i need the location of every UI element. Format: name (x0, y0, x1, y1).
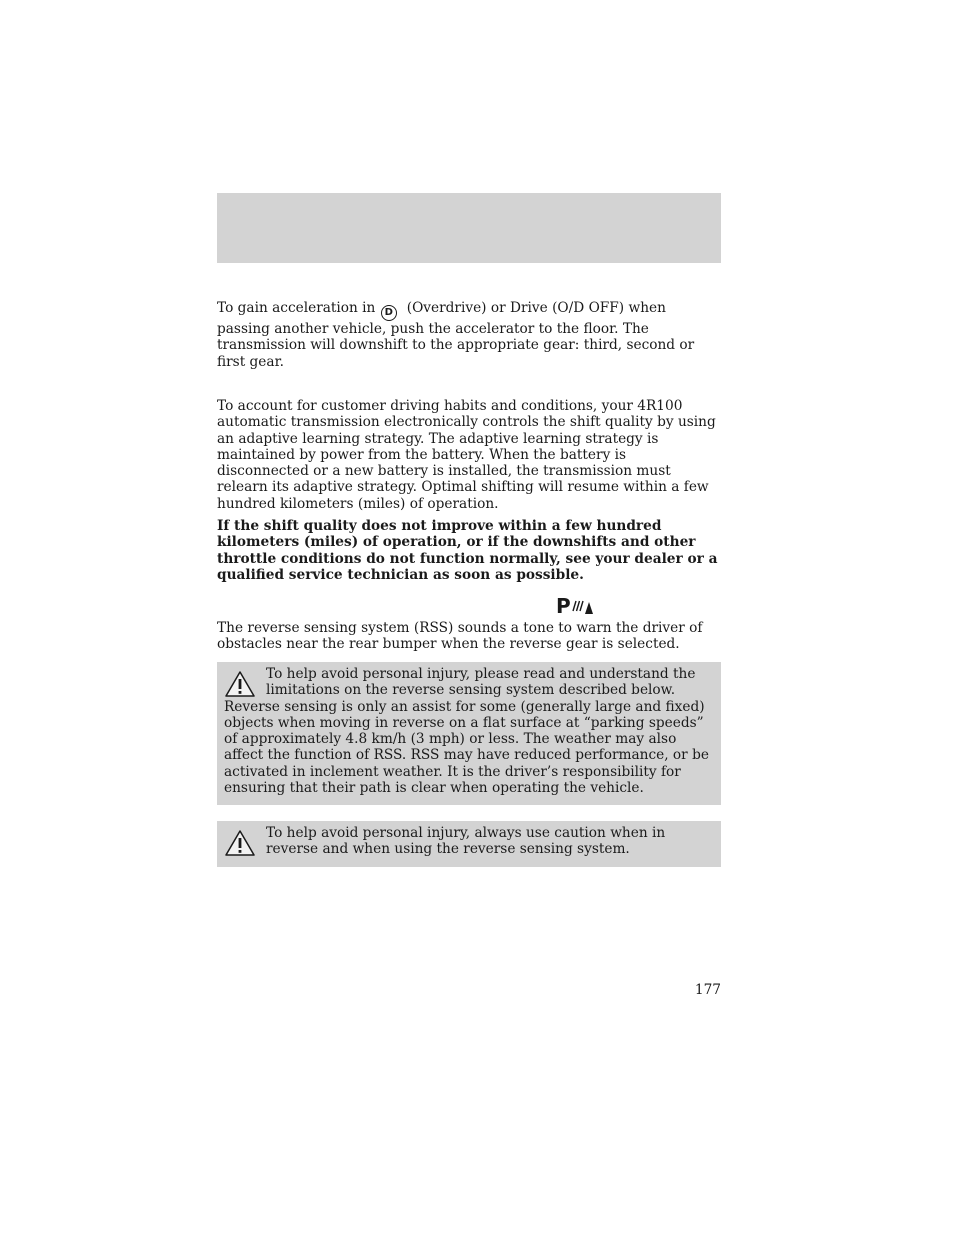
overdrive-d-circle-icon: D (381, 305, 397, 321)
passing-text-after: (Overdrive) or Drive (O/D OFF) when passing another vehicle, push the accelerator to the floor. The transmission will downshift to the appropriate gear: third, second or first gear. (217, 300, 695, 370)
passing-text-before: To gain acceleration in (217, 300, 376, 316)
warning-triangle-icon (224, 670, 256, 698)
shift-quality-notice: If the shift quality does not improve within a few hundred kilometers (miles) of operation, or if the downshifts and other throttle conditions do not function normally, see your dealer or a qualified service technician as soon as possible. (217, 518, 718, 583)
warning-box-rss-limitations (217, 662, 721, 805)
warning-triangle-icon (224, 829, 256, 857)
section-header-band (217, 193, 721, 263)
rss-intro-paragraph: The reverse sensing system (RSS) sounds a tone to warn the driver of obstacles near the rear bumper when the reverse gear is selected. (217, 620, 703, 653)
warning-text: To help avoid personal injury, always use caution when in reverse and when using the reverse sensing system. (266, 825, 666, 858)
adaptive-learning-paragraph: To account for customer driving habits and conditions, your 4R100 automatic transmission electronically controls the shift quality by using an adaptive learning strategy. The adaptive learning strategy is maintained by power from the battery. When the battery is disconnected or a new battery is installed, the transmission must relearn its adaptive strategy. Optimal shifting will resume within a few hundred kilometers (miles) of operation. (217, 398, 716, 512)
warning-box-reverse-caution (217, 821, 721, 867)
reverse-sensing-icon (556, 596, 594, 616)
passing-paragraph (217, 300, 721, 370)
warning-text: To help avoid personal injury, please read and understand the limitations on the reverse sensing system described below. Reverse sensing is only an assist for some (generally large and fixed) objects when moving in reverse on a flat surface at “parking speeds” of approximately 4.8 km/h (3 mph) or less. The weather may also affect the function of RSS. RSS may have reduced performance, or be activated in inclement weather. It is the driver’s responsibility for ensuring that their path is clear when operating the vehicle. (224, 666, 709, 797)
rss-icon-letter: P (556, 596, 571, 616)
page-number: 177 (694, 982, 721, 998)
